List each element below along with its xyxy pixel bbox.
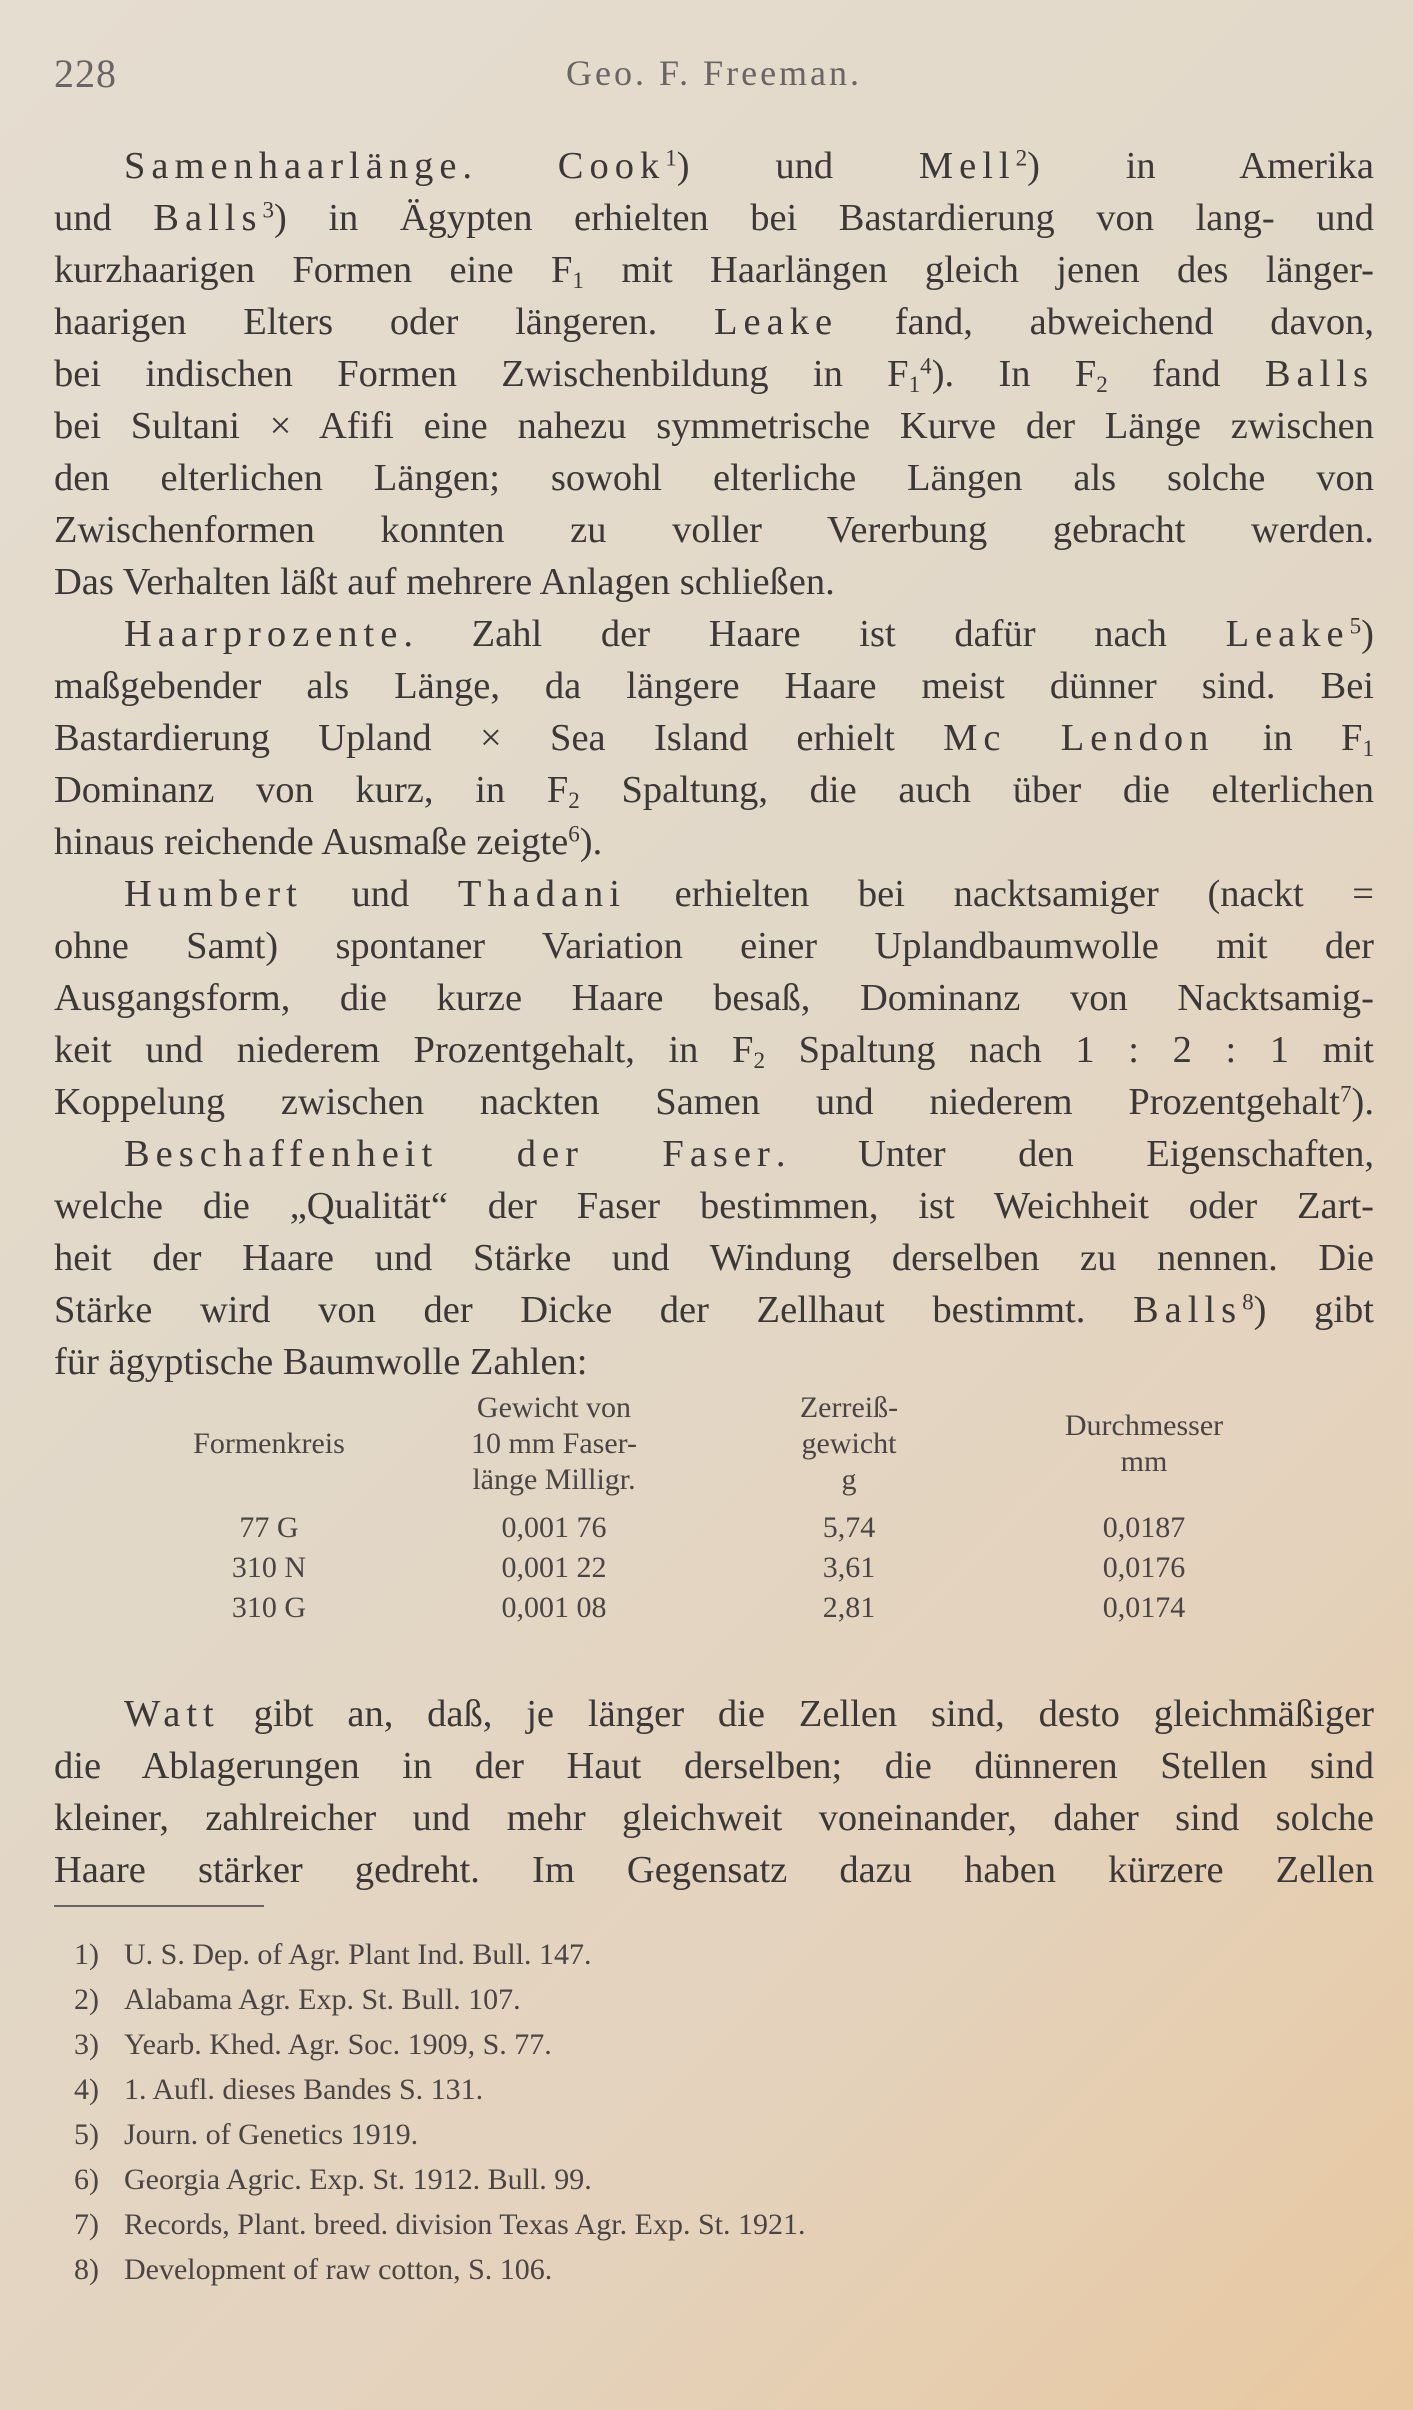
text-run: erhielten bei nacktsamiger (nackt = xyxy=(626,873,1374,915)
text-line xyxy=(54,244,1374,296)
footnote-ref: 3 xyxy=(262,196,274,223)
footnotes xyxy=(54,1932,1374,2292)
text-line xyxy=(54,140,1374,192)
text-line xyxy=(54,192,1374,244)
footnote-ref: 6 xyxy=(568,820,580,847)
text-line xyxy=(54,452,1374,504)
footnote-mark: 7) xyxy=(74,2208,99,2241)
table-cell: 5,74 xyxy=(822,1511,876,1544)
footnote-text: Yearb. Khed. Agr. Soc. 1909, S. 77. xyxy=(124,2028,552,2061)
text-run: . Unter den Eigenschaften, xyxy=(775,1133,1374,1175)
text-run: und xyxy=(302,873,458,915)
table-row xyxy=(154,1548,1314,1588)
footnote xyxy=(54,2157,1374,2202)
page-number: 228 xyxy=(54,51,117,96)
column-header-durchmesser: Durchmesser mm xyxy=(1064,1409,1224,1478)
footnote xyxy=(54,1977,1374,2022)
footnote-ref: 8 xyxy=(1242,1288,1254,1315)
footnote-mark: 2) xyxy=(74,1983,99,2016)
table-cell: 310 N xyxy=(231,1551,307,1584)
footnote-divider xyxy=(54,1905,264,1907)
paragraph-humbert-thadani xyxy=(54,868,1374,1128)
author-name: Mell xyxy=(918,145,1016,187)
text-line xyxy=(54,764,1374,816)
text-run: bei Sultani × Afifi eine nahezu symmetrische Kurve der Länge zwischen xyxy=(54,405,1374,447)
table-header-row xyxy=(154,1390,1314,1508)
text-line xyxy=(54,1076,1374,1128)
table-cell: 3,61 xyxy=(822,1551,876,1584)
text-run: Das Verhalten läßt auf mehrere Anlagen schließen. xyxy=(54,561,835,603)
text-line xyxy=(54,296,1374,348)
text-line xyxy=(54,1180,1374,1232)
author-name: Thadani xyxy=(457,873,626,915)
text-run: ). In F xyxy=(931,353,1097,395)
paragraph-samenhaarlaenge xyxy=(54,140,1374,608)
text-line xyxy=(54,1024,1374,1076)
text-run: heit der Haare und Stärke und Windung derselben zu nennen. Die xyxy=(54,1237,1374,1279)
paragraph-haarprozente xyxy=(54,608,1374,868)
footnote-mark: 3) xyxy=(74,2028,99,2061)
text-run: Spaltung nach 1 : 2 : 1 mit xyxy=(765,1029,1374,1071)
text-run: und xyxy=(54,197,154,239)
subscript: 2 xyxy=(753,1046,765,1073)
table-row xyxy=(154,1508,1314,1548)
author-name: Mc Lendon xyxy=(943,717,1215,759)
footnote-text: Georgia Agric. Exp. St. 1912. Bull. 99. xyxy=(124,2163,592,2196)
footnote-ref: 2 xyxy=(1015,144,1028,171)
text-run: ) gibt xyxy=(1253,1289,1374,1331)
spaced-term: Beschaffenheit der Faser xyxy=(124,1133,776,1175)
author-name: Leake xyxy=(1225,613,1350,655)
text-run: ). xyxy=(579,821,603,863)
footnote-mark: 4) xyxy=(74,2073,99,2106)
running-head: Geo. F. Freeman. xyxy=(565,53,863,93)
footnote-ref: 7 xyxy=(1340,1080,1352,1107)
footnote-mark: 8) xyxy=(74,2253,99,2286)
text-run: ) xyxy=(1361,613,1374,655)
text-line xyxy=(54,1740,1374,1792)
text-run: keit und niederem Prozentgehalt, in F xyxy=(54,1029,754,1071)
text-run: ). xyxy=(1351,1081,1374,1123)
author-name: Balls xyxy=(153,197,263,239)
footnote-ref: 1 xyxy=(665,144,677,171)
page-header xyxy=(54,50,1374,110)
text-run: bei indischen Formen Zwischenbildung in F xyxy=(54,353,909,395)
table-cell: 310 G xyxy=(231,1591,307,1624)
text-run: die Ablagerungen in der Haut derselben; die dünneren Stellen sind xyxy=(54,1745,1374,1787)
footnote xyxy=(54,2247,1374,2292)
text-run: fand, abweichend davon, xyxy=(838,301,1374,343)
text-run: kleiner, zahlreicher und mehr gleichweit voneinander, daher sind solche xyxy=(54,1797,1374,1839)
author-name: Cook xyxy=(557,145,666,187)
text-run: Haare stärker gedreht. Im Gegensatz dazu haben kürzere Zellen xyxy=(54,1849,1374,1891)
text-run: Stärke wird von der Dicke der Zellhaut bestimmt. xyxy=(54,1289,1133,1331)
footnote xyxy=(54,2112,1374,2157)
footnote-text: Records, Plant. breed. division Texas Agr. Exp. St. 1921. xyxy=(124,2208,806,2241)
table-cell: 0,0176 xyxy=(1102,1551,1186,1584)
footnote-text: 1. Aufl. dieses Bandes S. 131. xyxy=(124,2073,484,2106)
text-line xyxy=(54,1232,1374,1284)
paragraph-beschaffenheit xyxy=(54,1128,1374,1388)
text-run: . Zahl der Haare ist dafür nach xyxy=(403,613,1226,655)
text-run: ) in Ägypten erhielten bei Bastardierung von lang- und xyxy=(274,197,1374,239)
footnote-text: Alabama Agr. Exp. St. Bull. 107. xyxy=(124,1983,521,2016)
table-cell: 0,0174 xyxy=(1102,1591,1186,1624)
text-line xyxy=(54,1336,1374,1388)
text-run: Ausgangsform, die kurze Haare besaß, Dominanz von Nacktsamig- xyxy=(54,977,1374,1019)
footnote-mark: 1) xyxy=(74,1938,99,1971)
text-line xyxy=(54,972,1374,1024)
footnote xyxy=(54,2067,1374,2112)
text-run: hinaus reichende Ausmaße zeigte xyxy=(54,821,569,863)
author-name: Watt xyxy=(124,1693,220,1735)
text-line xyxy=(54,400,1374,452)
text-line xyxy=(54,1284,1374,1336)
text-line xyxy=(54,868,1374,920)
footnote-text: U. S. Dep. of Agr. Plant Ind. Bull. 147. xyxy=(124,1938,592,1971)
table-cell: 2,81 xyxy=(822,1591,876,1624)
footnote-text: Journ. of Genetics 1919. xyxy=(124,2118,419,2151)
text-line xyxy=(54,1792,1374,1844)
footnote xyxy=(54,1932,1374,1977)
text-line xyxy=(54,1128,1374,1180)
column-header-formenkreis: Formenkreis xyxy=(193,1427,345,1460)
fiber-data-table xyxy=(154,1390,1314,1628)
text-run: Dominanz von kurz, in F xyxy=(54,769,569,811)
paragraph-watt xyxy=(54,1688,1374,1896)
text-run: ) und xyxy=(676,145,919,187)
footnote-ref: 5 xyxy=(1349,612,1362,639)
table-cell: 77 G xyxy=(239,1511,299,1544)
text-run: Koppelung zwischen nackten Samen und niederem Prozentgehalt xyxy=(54,1081,1340,1123)
text-run: gibt an, daß, je länger die Zellen sind, desto gleichmäßiger xyxy=(219,1693,1374,1735)
text-run: den elterlichen Längen; sowohl elterliche Längen als solche von xyxy=(54,457,1374,499)
footnote-mark: 5) xyxy=(74,2118,99,2151)
author-name: Leake xyxy=(714,301,839,343)
text-run: maßgebender als Länge, da längere Haare meist dünner sind. Bei xyxy=(54,665,1374,707)
body-text xyxy=(54,140,1374,1388)
spaced-term: Haarprozente xyxy=(124,613,404,655)
text-line xyxy=(54,556,1374,608)
text-run: für ägyptische Baumwolle Zahlen: xyxy=(54,1341,588,1383)
text-line xyxy=(54,816,1374,868)
footnote xyxy=(54,2202,1374,2247)
author-name: Humbert xyxy=(124,873,303,915)
footnote-ref: 4 xyxy=(920,352,932,379)
subscript: 1 xyxy=(572,266,584,293)
subscript: 2 xyxy=(1096,370,1108,397)
text-run: . xyxy=(462,145,558,187)
author-name: Balls xyxy=(1264,353,1374,395)
text-line xyxy=(54,504,1374,556)
text-line xyxy=(54,920,1374,972)
text-line xyxy=(54,348,1374,400)
text-line xyxy=(54,608,1374,660)
subscript: 2 xyxy=(568,786,580,813)
table-cell: 0,001 76 xyxy=(501,1511,607,1544)
text-run: haarigen Elters oder längeren. xyxy=(54,301,715,343)
table-row xyxy=(154,1588,1314,1628)
footnote xyxy=(54,2022,1374,2067)
text-line xyxy=(54,660,1374,712)
text-run: Spaltung, die auch über die elterlichen xyxy=(579,769,1374,811)
text-run: fand xyxy=(1107,353,1265,395)
text-line xyxy=(54,1688,1374,1740)
book-page xyxy=(54,40,1374,2380)
table-cell: 0,0187 xyxy=(1102,1511,1186,1544)
footnote-mark: 6) xyxy=(74,2163,99,2196)
text-run: Bastardierung Upland × Sea Island erhielt xyxy=(54,717,944,759)
subscript: 1 xyxy=(908,370,921,397)
spaced-term: Samenhaarlänge xyxy=(124,145,463,187)
text-run: Zwischenformen konnten zu voller Vererbung gebracht werden. xyxy=(54,509,1374,551)
text-run: mit Haarlängen gleich jenen des länger- xyxy=(583,249,1374,291)
subscript: 1 xyxy=(1362,734,1374,761)
text-run: in F xyxy=(1214,717,1363,759)
author-name: Balls xyxy=(1132,1289,1243,1331)
text-line xyxy=(54,712,1374,764)
table-cell: 0,001 08 xyxy=(501,1591,607,1624)
column-header-gewicht: Gewicht von 10 mm Faser- länge Milligr. xyxy=(470,1391,638,1496)
text-run: ohne Samt) spontaner Variation einer Uplandbaumwolle mit der xyxy=(54,925,1374,967)
text-run: welche die „Qualität“ der Faser bestimmen, ist Weichheit oder Zart- xyxy=(54,1185,1374,1227)
footnote-text: Development of raw cotton, S. 106. xyxy=(124,2253,553,2286)
text-run: ) in Amerika xyxy=(1027,145,1374,187)
table-cell: 0,001 22 xyxy=(501,1551,607,1584)
text-run: kurzhaarigen Formen eine F xyxy=(54,249,573,291)
text-line xyxy=(54,1844,1374,1896)
column-header-zerreissgewicht: Zerreiß- gewicht g xyxy=(799,1391,899,1496)
